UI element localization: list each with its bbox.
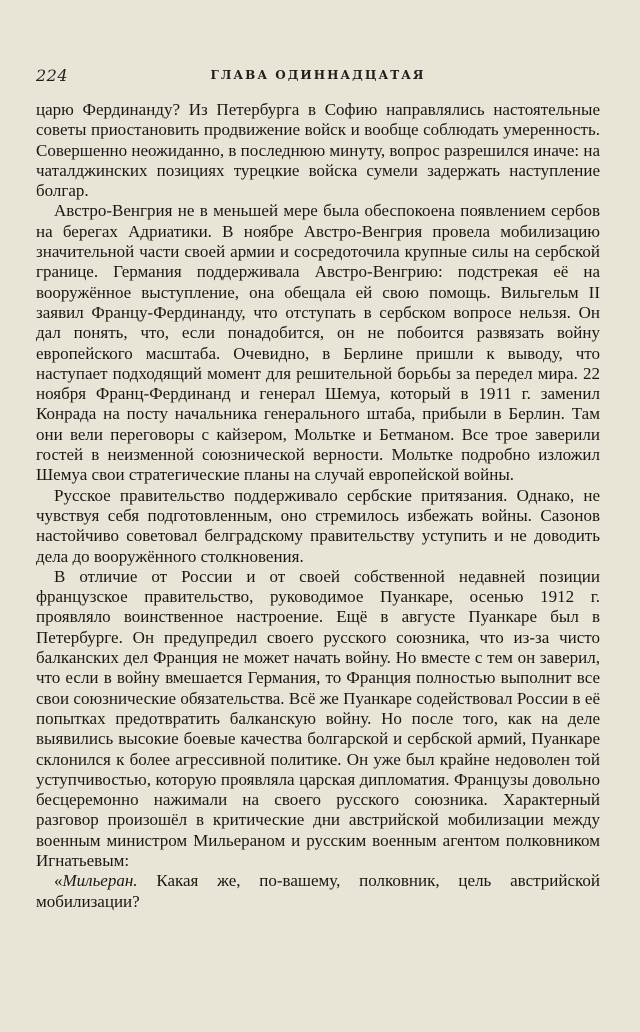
quote-open-mark: « xyxy=(54,871,63,891)
paragraph-2: Австро-Венгрия не в меньшей мере была обеспокоена появлением сербов на берегах Адриатики. В ноябре Австро-Венгрия провела мобилизацию значительной части своей армии и сосредоточила крупные силы на сербской границе. Германия поддерживала Австро-Венгрию: подстрекая её на вооружённое выступление, она обещала ей свою помощь. Вильгельм II заявил Францу-Фердинанду, что отступать в сербском вопросе нельзя. Он дал понять, что, если понадобится, он не побоится развязать войну европейского масштаба. Очевидно, в Берлине пришли к выводу, что наступает подходящий момент для решительной борьбы за передел мира. 22 ноября Франц-Фердинанд и генерал Шемуа, который в 1911 г. заменил Конрада на посту начальника генерального штаба, прибыли в Берлин. Там они вели переговоры с кайзером, Мольтке и Бетманом. Все трое заверили гостей в неизменной союзнической верности. Мольтке подробно изложил Шемуа свои стратегические планы на случай европейской войны. xyxy=(36,201,600,485)
page-header xyxy=(36,66,600,86)
dialogue-line xyxy=(36,871,600,912)
dialogue-text: Какая же, по-вашему, полковник, цель австрийской мобилизации? xyxy=(36,871,600,911)
page-number: 224 xyxy=(36,66,69,85)
running-head: ГЛАВА ОДИННАДЦАТАЯ xyxy=(210,68,426,82)
paragraph-4: В отличие от России и от своей собственной недавней позиции французское правительство, руководимое Пуанкаре, осенью 1912 г. проявляло воинственное настроение. Ещё в августе Пуанкаре был в Петербурге. Он предупредил своего русского союзника, что из-за чисто балканских дел Франция не может начать войну. Но вместе с тем он заверил, что если в войну вмешается Германия, то Франция полностью выполнит все свои союзнические обязательства. Всё же Пуанкаре содействовал России в её попытках предотвратить балканскую войну. Но после того, как на деле выявились высокие боевые качества болгарской и сербской армий, Пуанкаре склонился к более агрессивной политике. Он уже был крайне недоволен той уступчивостью, которую проявляла царская дипломатия. Французы довольно бесцеремонно нажимали на своего русского союзника. Характерный разговор произошёл в критические дни австрийской мобилизации между военным министром Мильераном и русским военным агентом полковником Игнатьевым: xyxy=(36,566,600,870)
speaker-name: Мильеран. xyxy=(62,871,138,891)
paragraph-3: Русское правительство поддерживало сербские притязания. Однако, не чувствуя себя подготовленным, оно стремилось избежать войны. Сазонов настойчиво советовал белградскому правительству уступить и не доводить дела до вооружённого столкновения. xyxy=(36,485,600,566)
paragraph-1: царю Фердинанду? Из Петербурга в Софию направлялись настоятельные советы приостановить продвижение войск и вообще соблюдать умеренность. Совершенно неожиданно, в последнюю минуту, вопрос разрешился иначе: на чаталджинских позициях турецкие войска сумели задержать наступление болгар. xyxy=(36,100,600,201)
body-text xyxy=(36,100,600,912)
